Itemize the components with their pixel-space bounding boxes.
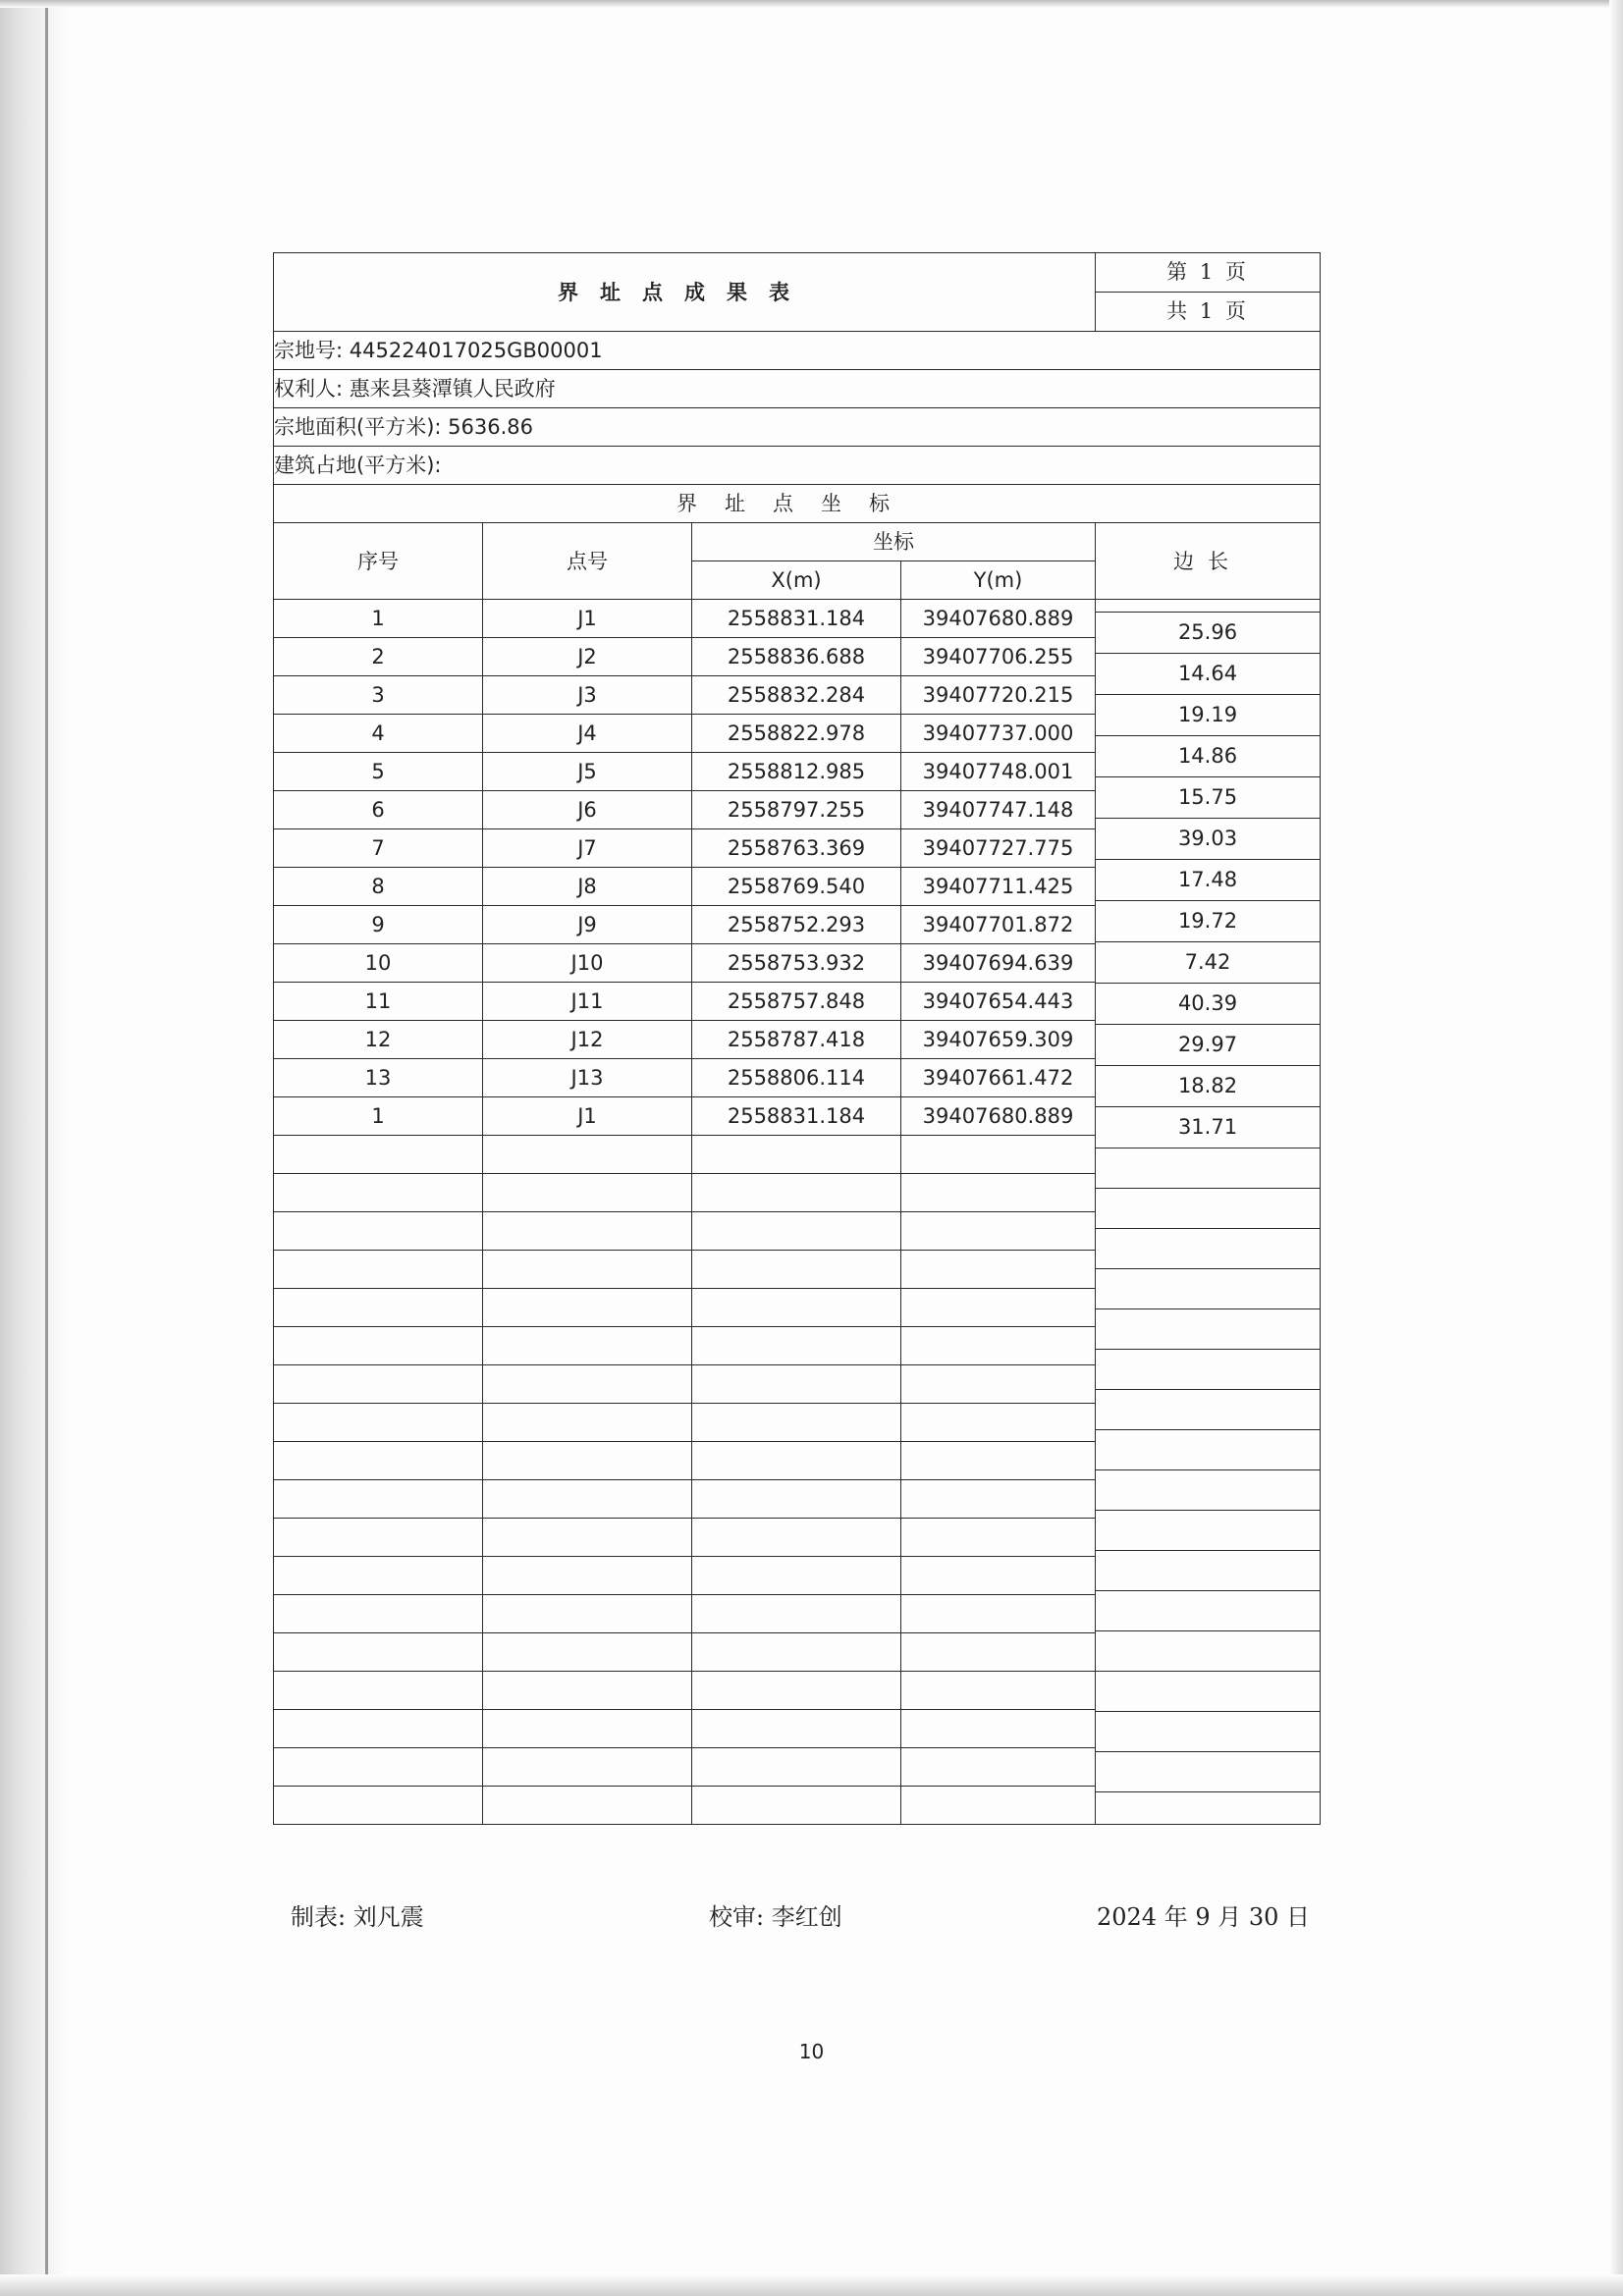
side-length bbox=[1096, 1148, 1320, 1188]
cell-point: J6 bbox=[483, 791, 692, 829]
side-length: 7.42 bbox=[1096, 941, 1320, 983]
cell-point bbox=[483, 1442, 692, 1480]
side-length bbox=[1096, 1389, 1320, 1429]
cell-y: 39407711.425 bbox=[901, 868, 1096, 906]
cell-seq: 3 bbox=[274, 676, 483, 715]
scan-left-shadow bbox=[0, 0, 69, 2296]
cell-seq bbox=[274, 1251, 483, 1289]
cell-x bbox=[692, 1289, 901, 1327]
side-length bbox=[1096, 1268, 1320, 1308]
cell-seq bbox=[274, 1442, 483, 1480]
cell-point: J1 bbox=[483, 1097, 692, 1136]
cell-x bbox=[692, 1519, 901, 1557]
side-length: 18.82 bbox=[1096, 1065, 1320, 1106]
side-length bbox=[1096, 1429, 1320, 1469]
side-length bbox=[1096, 1308, 1320, 1349]
scan-bottom-shadow bbox=[0, 2274, 1623, 2296]
cell-seq bbox=[274, 1710, 483, 1748]
cell-y bbox=[901, 1787, 1096, 1825]
cell-x: 2558753.932 bbox=[692, 944, 901, 983]
cell-seq bbox=[274, 1672, 483, 1710]
cell-x: 2558831.184 bbox=[692, 1097, 901, 1136]
cell-point bbox=[483, 1480, 692, 1519]
cell-x bbox=[692, 1404, 901, 1442]
cell-x: 2558831.184 bbox=[692, 600, 901, 638]
prepared-by: 制表: 刘凡震 bbox=[291, 1903, 424, 1931]
cell-x bbox=[692, 1251, 901, 1289]
cell-x bbox=[692, 1595, 901, 1633]
cell-y bbox=[901, 1251, 1096, 1289]
cell-point bbox=[483, 1289, 692, 1327]
cell-point bbox=[483, 1595, 692, 1633]
cell-y: 39407680.889 bbox=[901, 600, 1096, 638]
table-row bbox=[274, 600, 1321, 638]
cell-y bbox=[901, 1595, 1096, 1633]
cell-point bbox=[483, 1136, 692, 1174]
cell-x bbox=[692, 1557, 901, 1595]
cell-seq bbox=[274, 1212, 483, 1251]
cell-point: J10 bbox=[483, 944, 692, 983]
cell-x bbox=[692, 1174, 901, 1212]
page-current: 第 1 页 bbox=[1096, 253, 1321, 293]
cell-y: 39407720.215 bbox=[901, 676, 1096, 715]
side-length: 15.75 bbox=[1096, 776, 1320, 818]
page-total: 共 1 页 bbox=[1096, 293, 1321, 332]
cell-point bbox=[483, 1251, 692, 1289]
cell-y bbox=[901, 1480, 1096, 1519]
header-seq: 序号 bbox=[274, 523, 483, 600]
cell-seq: 9 bbox=[274, 906, 483, 944]
cell-seq bbox=[274, 1174, 483, 1212]
header-y: Y(m) bbox=[901, 561, 1096, 600]
page-number: 10 bbox=[798, 2040, 825, 2063]
cell-y bbox=[901, 1212, 1096, 1251]
cell-seq: 1 bbox=[274, 600, 483, 638]
table-title: 界址点成果表 bbox=[274, 253, 1096, 332]
side-length: 25.96 bbox=[1096, 612, 1320, 653]
cell-x: 2558812.985 bbox=[692, 753, 901, 791]
cell-point bbox=[483, 1557, 692, 1595]
cell-y bbox=[901, 1557, 1096, 1595]
boundary-point-results-table bbox=[273, 252, 1321, 1825]
cell-y: 39407659.309 bbox=[901, 1021, 1096, 1059]
cell-x: 2558752.293 bbox=[692, 906, 901, 944]
cell-point bbox=[483, 1672, 692, 1710]
side-length-column bbox=[1096, 600, 1321, 1825]
side-length bbox=[1096, 1188, 1320, 1228]
parcel-number: 宗地号: 445224017025GB00001 bbox=[274, 332, 1321, 370]
cell-seq bbox=[274, 1748, 483, 1787]
cell-seq bbox=[274, 1595, 483, 1633]
cell-point: J3 bbox=[483, 676, 692, 715]
cell-seq: 10 bbox=[274, 944, 483, 983]
cell-seq bbox=[274, 1404, 483, 1442]
cell-x: 2558797.255 bbox=[692, 791, 901, 829]
cell-seq bbox=[274, 1633, 483, 1672]
cell-seq: 6 bbox=[274, 791, 483, 829]
cell-seq: 8 bbox=[274, 868, 483, 906]
cell-seq: 11 bbox=[274, 983, 483, 1021]
cell-y bbox=[901, 1365, 1096, 1404]
cell-x bbox=[692, 1672, 901, 1710]
cell-seq bbox=[274, 1557, 483, 1595]
cell-point bbox=[483, 1212, 692, 1251]
cell-point bbox=[483, 1633, 692, 1672]
side-length bbox=[1096, 1751, 1320, 1791]
cell-x: 2558769.540 bbox=[692, 868, 901, 906]
cell-y: 39407737.000 bbox=[901, 715, 1096, 753]
cell-x: 2558757.848 bbox=[692, 983, 901, 1021]
cell-seq: 12 bbox=[274, 1021, 483, 1059]
cell-x bbox=[692, 1136, 901, 1174]
date: 2024 年 9 月 30 日 bbox=[1097, 1903, 1311, 1931]
side-length bbox=[1096, 1349, 1320, 1389]
cell-seq: 2 bbox=[274, 638, 483, 676]
header-x: X(m) bbox=[692, 561, 901, 600]
cell-y: 39407747.148 bbox=[901, 791, 1096, 829]
scan-right-shadow bbox=[1609, 0, 1623, 2296]
cell-y: 39407727.775 bbox=[901, 829, 1096, 868]
cell-y bbox=[901, 1710, 1096, 1748]
cell-x: 2558836.688 bbox=[692, 638, 901, 676]
cell-y bbox=[901, 1174, 1096, 1212]
header-side-length: 边长 bbox=[1096, 523, 1321, 600]
cell-point: J1 bbox=[483, 600, 692, 638]
cell-seq bbox=[274, 1136, 483, 1174]
cell-y bbox=[901, 1289, 1096, 1327]
cell-y: 39407654.443 bbox=[901, 983, 1096, 1021]
cell-x bbox=[692, 1633, 901, 1672]
section-title: 界址点坐标 bbox=[274, 485, 1321, 523]
cell-y: 39407706.255 bbox=[901, 638, 1096, 676]
cell-seq: 13 bbox=[274, 1059, 483, 1097]
side-length: 39.03 bbox=[1096, 818, 1320, 859]
cell-y bbox=[901, 1748, 1096, 1787]
side-length: 29.97 bbox=[1096, 1024, 1320, 1065]
cell-point: J12 bbox=[483, 1021, 692, 1059]
cell-y bbox=[901, 1404, 1096, 1442]
cell-y bbox=[901, 1327, 1096, 1365]
cell-seq: 1 bbox=[274, 1097, 483, 1136]
cell-y bbox=[901, 1136, 1096, 1174]
cell-x bbox=[692, 1748, 901, 1787]
cell-point bbox=[483, 1787, 692, 1825]
side-length bbox=[1096, 1711, 1320, 1751]
side-length: 17.48 bbox=[1096, 859, 1320, 900]
building-area: 建筑占地(平方米): bbox=[274, 447, 1321, 485]
cell-point bbox=[483, 1404, 692, 1442]
side-length: 19.19 bbox=[1096, 694, 1320, 735]
cell-y: 39407661.472 bbox=[901, 1059, 1096, 1097]
cell-point bbox=[483, 1710, 692, 1748]
cell-x bbox=[692, 1787, 901, 1825]
cell-point: J13 bbox=[483, 1059, 692, 1097]
cell-x bbox=[692, 1710, 901, 1748]
reviewed-by: 校审: 李红创 bbox=[709, 1903, 842, 1931]
side-length bbox=[1096, 1550, 1320, 1590]
cell-seq bbox=[274, 1480, 483, 1519]
cell-point: J7 bbox=[483, 829, 692, 868]
cell-point: J5 bbox=[483, 753, 692, 791]
cell-point bbox=[483, 1748, 692, 1787]
header-point: 点号 bbox=[483, 523, 692, 600]
cell-y bbox=[901, 1519, 1096, 1557]
header-coord: 坐标 bbox=[692, 523, 1096, 561]
side-length bbox=[1096, 1671, 1320, 1711]
cell-point bbox=[483, 1365, 692, 1404]
cell-x: 2558763.369 bbox=[692, 829, 901, 868]
cell-x bbox=[692, 1327, 901, 1365]
side-length bbox=[1096, 1590, 1320, 1630]
cell-seq bbox=[274, 1289, 483, 1327]
cell-y bbox=[901, 1442, 1096, 1480]
cell-x: 2558806.114 bbox=[692, 1059, 901, 1097]
parcel-area: 宗地面积(平方米): 5636.86 bbox=[274, 408, 1321, 447]
cell-seq bbox=[274, 1365, 483, 1404]
cell-seq: 5 bbox=[274, 753, 483, 791]
cell-point: J2 bbox=[483, 638, 692, 676]
side-length bbox=[1096, 1510, 1320, 1550]
cell-y: 39407680.889 bbox=[901, 1097, 1096, 1136]
side-length bbox=[1096, 1228, 1320, 1268]
side-length: 31.71 bbox=[1096, 1106, 1320, 1148]
side-length: 14.86 bbox=[1096, 735, 1320, 776]
cell-seq bbox=[274, 1787, 483, 1825]
cell-x bbox=[692, 1365, 901, 1404]
cell-seq bbox=[274, 1327, 483, 1365]
cell-point: J8 bbox=[483, 868, 692, 906]
cell-y: 39407748.001 bbox=[901, 753, 1096, 791]
cell-point: J4 bbox=[483, 715, 692, 753]
cell-point: J11 bbox=[483, 983, 692, 1021]
side-length bbox=[1096, 1791, 1320, 1825]
cell-point bbox=[483, 1174, 692, 1212]
cell-x: 2558832.284 bbox=[692, 676, 901, 715]
cell-y: 39407694.639 bbox=[901, 944, 1096, 983]
side-length: 14.64 bbox=[1096, 653, 1320, 694]
cell-x bbox=[692, 1212, 901, 1251]
side-length bbox=[1096, 1469, 1320, 1510]
cell-seq: 4 bbox=[274, 715, 483, 753]
cell-point bbox=[483, 1519, 692, 1557]
side-length: 19.72 bbox=[1096, 900, 1320, 941]
cell-y bbox=[901, 1672, 1096, 1710]
cell-x bbox=[692, 1480, 901, 1519]
scan-top-shadow bbox=[0, 0, 1623, 8]
cell-point bbox=[483, 1327, 692, 1365]
cell-x: 2558822.978 bbox=[692, 715, 901, 753]
cell-seq bbox=[274, 1519, 483, 1557]
cell-x: 2558787.418 bbox=[692, 1021, 901, 1059]
side-length bbox=[1096, 1630, 1320, 1671]
cell-y: 39407701.872 bbox=[901, 906, 1096, 944]
side-length: 40.39 bbox=[1096, 983, 1320, 1024]
owner: 权利人: 惠来县葵潭镇人民政府 bbox=[274, 370, 1321, 408]
cell-y bbox=[901, 1633, 1096, 1672]
cell-seq: 7 bbox=[274, 829, 483, 868]
cell-x bbox=[692, 1442, 901, 1480]
cell-point: J9 bbox=[483, 906, 692, 944]
